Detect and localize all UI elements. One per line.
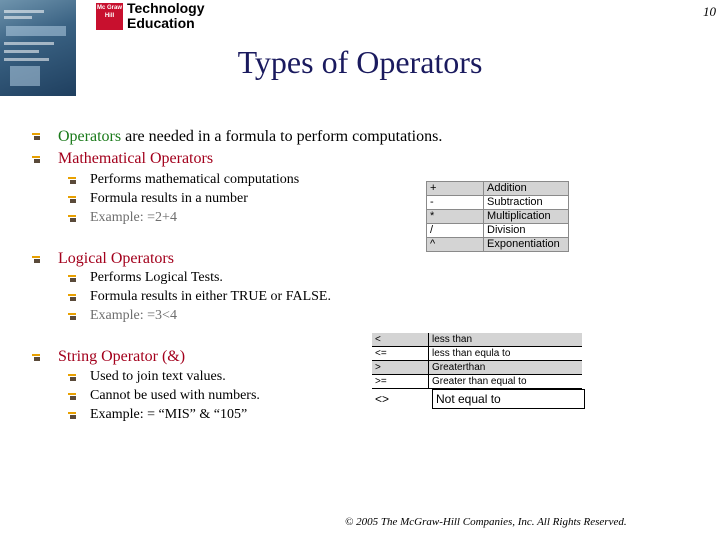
operators-highlight: Operators <box>58 128 122 145</box>
operator-name: Exponentiation <box>484 238 569 252</box>
sub-bullet-icon <box>68 273 77 282</box>
bullet-icon <box>32 154 42 164</box>
sub-bullet-icon <box>68 391 77 400</box>
operator-symbol: >= <box>372 375 429 389</box>
math-operators-table <box>426 181 569 252</box>
operator-symbol: < <box>372 333 429 347</box>
operator-name: less than equla to <box>429 347 583 361</box>
not-equal-row <box>372 389 582 409</box>
sub-bullet: Performs Logical Tests. <box>90 270 223 285</box>
bullet-heading: Mathematical Operators <box>58 150 214 167</box>
sub-bullet: Used to join text values. <box>90 369 226 384</box>
bullet-logical <box>58 250 174 268</box>
sub-bullet-icon <box>68 410 77 419</box>
sub-bullet-example: Example: =3<4 <box>90 308 177 323</box>
operator-name: Division <box>484 224 569 238</box>
logo-line-1: Technology <box>127 0 205 16</box>
bullet-heading: Logical Operators <box>58 250 174 267</box>
operator-name: Subtraction <box>484 196 569 210</box>
logo-wordmark <box>127 1 205 31</box>
table-row <box>427 224 569 238</box>
operator-name: Greaterthan <box>429 361 583 375</box>
table-row <box>427 196 569 210</box>
sub-bullet: Cannot be used with numbers. <box>90 388 260 403</box>
table-row <box>427 182 569 196</box>
operator-symbol: > <box>372 361 429 375</box>
operator-symbol: ^ <box>427 238 484 252</box>
slide-title: Types of Operators <box>237 44 483 80</box>
operator-symbol: / <box>427 224 484 238</box>
operator-symbol: - <box>427 196 484 210</box>
operator-symbol: <> <box>375 392 390 406</box>
bullet-icon <box>32 131 42 141</box>
logical-operators-table <box>372 333 582 389</box>
operator-name: Addition <box>484 182 569 196</box>
sub-bullet-icon <box>68 194 77 203</box>
bullet-mathematical <box>58 150 213 168</box>
copyright-footer: © 2005 The McGraw-Hill Companies, Inc. All Rights Reserved. <box>345 516 627 528</box>
operator-name: Multiplication <box>484 210 569 224</box>
operator-name: Greater than equal to <box>429 375 583 389</box>
sub-bullet-example: Example: =2+4 <box>90 210 177 225</box>
sub-bullet-icon <box>68 372 77 381</box>
table-row <box>372 361 582 375</box>
bullet-icon <box>32 254 42 264</box>
slide-number: 10 <box>703 4 716 19</box>
operator-name: Not equal to <box>432 389 585 409</box>
bullet-string <box>58 348 185 366</box>
operator-symbol: + <box>427 182 484 196</box>
sub-bullet: Formula results in either TRUE or FALSE. <box>90 289 331 304</box>
bullet-operators <box>58 128 442 146</box>
operator-name: less than <box>429 333 583 347</box>
table-row <box>372 333 582 347</box>
bullet-text: are needed in a formula to perform computations. <box>121 128 443 145</box>
sub-bullet-example: Example: = “MIS” & “105” <box>90 407 248 422</box>
sub-bullet-icon <box>68 213 77 222</box>
sub-bullet-icon <box>68 175 77 184</box>
bullet-heading: String Operator (&) <box>58 348 186 365</box>
operator-symbol: <= <box>372 347 429 361</box>
table-row <box>372 375 582 389</box>
sub-bullet: Formula results in a number <box>90 191 248 206</box>
table-row <box>427 238 569 252</box>
bullet-icon <box>32 352 42 362</box>
logo-line-2: Education <box>127 15 195 31</box>
sub-bullet-icon <box>68 292 77 301</box>
sub-bullet-icon <box>68 311 77 320</box>
table-row <box>372 347 582 361</box>
operator-symbol: * <box>427 210 484 224</box>
sub-bullet: Performs mathematical computations <box>90 172 300 187</box>
table-row <box>427 210 569 224</box>
mcgraw-hill-logo: Mc Graw Hill <box>96 3 123 30</box>
